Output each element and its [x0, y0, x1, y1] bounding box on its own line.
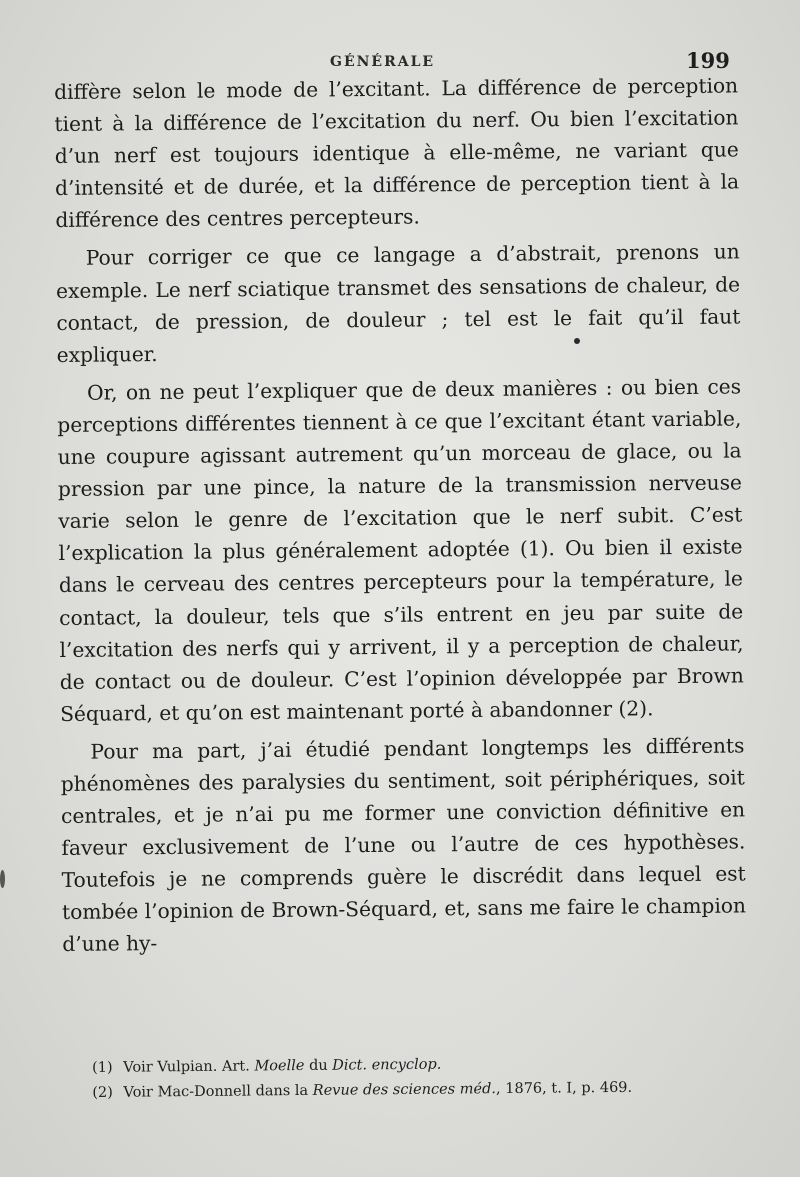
footnote-italic: Dict. encyclop.: [332, 1056, 442, 1074]
footnote-italic: Moelle: [254, 1057, 305, 1075]
footnote-number: (2): [92, 1084, 113, 1101]
footnote-number: (1): [92, 1059, 113, 1076]
page-number: 199: [686, 48, 730, 73]
ink-smudge: [0, 870, 5, 888]
paragraph: Pour corriger ce que ce langage a d’abstrait, prenons un exemple. Le nerf sciatique transmet des sensations de chaleur, de contact, de pression, de douleur ; tel est le fait qu’il faut expliquer.: [55, 239, 741, 367]
paragraph: Or, on ne peut l’expliquer que de deux manières : ou bien ces perceptions différentes tiennent à ce que l’excitant étant variable, une coupure agissant autrement qu’un morceau de glace, ou la pression par une pince, la nature de la transmission nerveuse varie selon le genre de l’excitation que le nerf subit. C’est l’explication la plus généralement adoptée (1). Ou bien il existe dans le cerveau des centres percepteurs pour la température, le contact, la douleur, tels que s’ils entrent en jeu par suite de l’excitation des nerfs qui y arrivent, il y a perception de chaleur, de contact ou de douleur. C’est l’opinion développée par Brown Séquard, et qu’on est maintenant porté à abandonner (2).: [57, 374, 744, 726]
ink-smudge: [574, 338, 580, 344]
running-head: GÉNÉRALE: [330, 54, 436, 70]
footnote: [92, 1074, 772, 1106]
footnote-text: , 1876, t. I, p. 469.: [495, 1079, 633, 1098]
paragraph: diffère selon le mode de l’excitant. La différence de perception tient à la différence de l’excitation du nerf. Ou bien l’excitation d’un nerf est toujours identique à elle-même, ne variant que d’intensité et de durée, et la différence de perception tient à la différence des centres percepteurs.: [54, 73, 740, 233]
footnote-italic: Revue des sciences méd.: [312, 1081, 497, 1099]
footnote-text: Voir Mac-Donnell dans la: [123, 1082, 309, 1101]
footnote-text: du: [308, 1057, 328, 1074]
footnotes: [92, 1049, 772, 1106]
footnote-text: Voir Vulpian. Art.: [123, 1058, 250, 1076]
body-text: [54, 69, 747, 966]
paragraph: Pour ma part, j’ai étudié pendant longtemps les différents phénomènes des paralysies du sentiment, soit périphériques, soit centrales, et je n’ai pu me former une conviction définitive en faveur exclusivement de l’une ou l’autre de ces hypothèses. Toutefois je ne comprends guère le discrédit dans lequel est tombée l’opinion de Brown-Séquard, et, sans me faire le champion d’une hy-: [60, 733, 747, 957]
